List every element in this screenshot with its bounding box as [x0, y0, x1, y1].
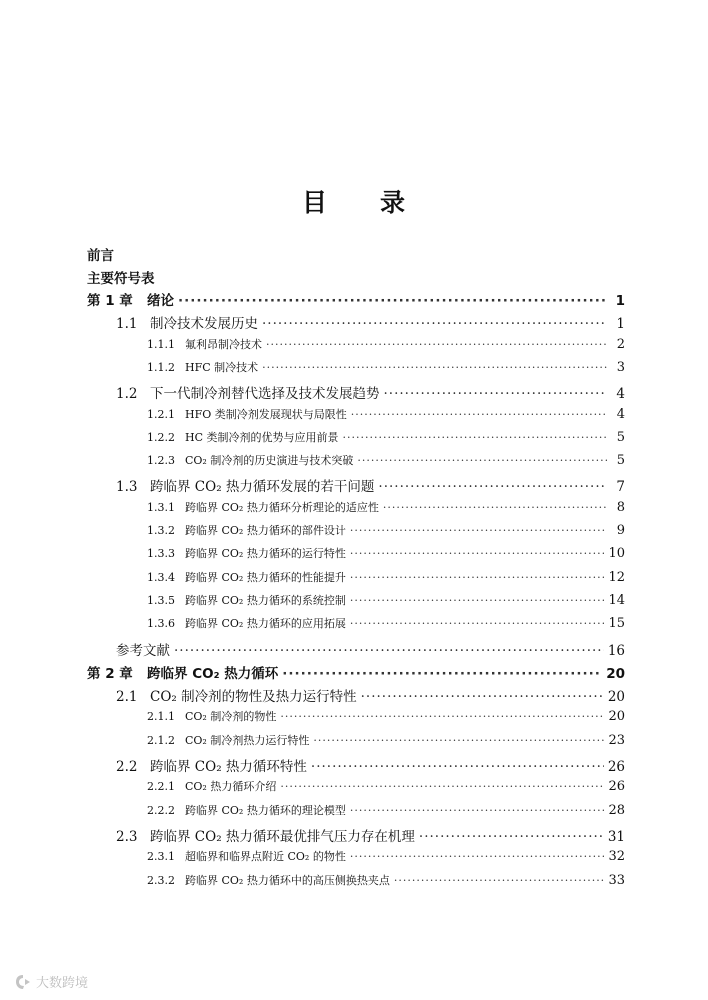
- toc-entry-title: CO₂ 制冷剂的物性及热力运行特性: [150, 689, 357, 706]
- toc-entry-title: 跨临界 CO₂ 热力循环发展的若干问题: [150, 479, 375, 496]
- toc-entry[interactable]: [116, 825, 625, 845]
- toc-entry[interactable]: [147, 522, 625, 538]
- toc-leader-dots: [394, 874, 605, 887]
- toc-entry[interactable]: [147, 615, 625, 631]
- toc-entry-page: 5: [616, 453, 625, 469]
- toc-leader-dots: [383, 501, 607, 514]
- toc-entry[interactable]: [147, 452, 625, 468]
- toc-entry-number: 2.2: [116, 759, 138, 775]
- toc-entry-title: 制冷技术发展历史: [150, 316, 258, 333]
- toc-entry-title: 跨临界 CO₂ 热力循环的性能提升: [185, 570, 346, 584]
- toc-entry-page: 4: [616, 386, 625, 403]
- toc-entry-title: 跨临界 CO₂ 热力循环最优排气压力存在机理: [150, 828, 415, 845]
- toc-entry[interactable]: [147, 848, 625, 864]
- toc-entry-page: 2: [616, 336, 625, 352]
- toc-entry-page: 10: [608, 546, 625, 562]
- toc-entry-page: 26: [607, 759, 625, 775]
- toc-entry-number: 2.2.2: [147, 803, 175, 817]
- toc-entry-title: 跨临界 CO₂ 热力循环的系统控制: [185, 593, 346, 607]
- toc-entry[interactable]: [147, 569, 625, 585]
- toc-entry[interactable]: [147, 778, 625, 794]
- toc-entry-page: 14: [608, 592, 625, 608]
- toc-entry-page: 3: [616, 359, 625, 375]
- toc-entry-number: 1.2.1: [147, 407, 175, 421]
- toc-entry-number: 第 2 章: [87, 665, 133, 682]
- toc-entry[interactable]: [116, 639, 625, 659]
- toc-entry[interactable]: [147, 872, 625, 888]
- toc-entry-title: 跨临界 CO₂ 热力循环特性: [150, 759, 307, 775]
- toc-entry-title: 跨临界 CO₂ 热力循环中的高压侧换热夹点: [185, 873, 390, 887]
- toc-leader-dots: [350, 617, 605, 630]
- toc-entry[interactable]: [147, 429, 625, 445]
- toc-entry-title: 超临界和临界点附近 CO₂ 的物性: [185, 850, 346, 864]
- toc-entry[interactable]: [147, 592, 625, 608]
- toc-entry-number: 1.3.5: [147, 593, 175, 607]
- toc-entry-page: 8: [616, 499, 625, 515]
- toc-entry-number: 2.3: [116, 828, 138, 845]
- toc-leader-dots: [378, 479, 607, 495]
- toc-entry-page: 16: [607, 642, 625, 659]
- toc-entry-page: 12: [608, 569, 625, 585]
- toc-entry-title: 跨临界 CO₂ 热力循环的运行特性: [185, 547, 346, 561]
- toc-entry[interactable]: [87, 289, 625, 309]
- toc-entry[interactable]: [147, 406, 625, 422]
- toc-leader-dots: [282, 666, 602, 682]
- toc-entry[interactable]: [147, 802, 625, 818]
- toc-entry-title: CO₂ 制冷剂热力运行特性: [185, 733, 310, 747]
- toc-entry-number: 1.1.1: [147, 337, 175, 351]
- toc-entry-number: 2.3.2: [147, 873, 175, 887]
- toc-entry-page: 31: [607, 828, 625, 845]
- toc-entry-page: 15: [608, 616, 625, 632]
- toc-entry-number: 1.3.1: [147, 500, 175, 514]
- toc-leader-dots: [313, 734, 604, 747]
- toc-leader-dots: [266, 338, 607, 351]
- toc-entry-number: 2.1.1: [147, 710, 175, 724]
- toc-entry-title: CO₂ 制冷剂的物性: [185, 710, 277, 724]
- toc-entry[interactable]: [116, 312, 625, 332]
- toc-leader-dots: [280, 780, 604, 793]
- title-char-1: 目: [301, 188, 328, 217]
- toc-leader-dots: [280, 710, 604, 723]
- toc-entry-number: 1.3.2: [147, 524, 175, 537]
- toc-leader-dots: [351, 408, 607, 421]
- toc-leader-dots: [178, 293, 607, 309]
- toc-leader-dots: [350, 571, 605, 584]
- toc-entry-number: 第 1 章: [87, 293, 133, 309]
- toc-entry-page: 1: [616, 316, 625, 333]
- toc-entry-title: 参考文献: [116, 642, 170, 659]
- toc-entry-page: 32: [608, 849, 625, 865]
- watermark-text: 大数跨境: [36, 976, 89, 991]
- toc-entry-page: 7: [616, 479, 625, 496]
- toc-entry-page: 20: [608, 709, 625, 725]
- toc-entry[interactable]: [147, 499, 625, 515]
- toc-entry[interactable]: [147, 359, 625, 375]
- toc-leader-dots: [350, 804, 605, 817]
- toc-leader-dots: [384, 386, 608, 402]
- toc-entry-title: 绪论: [147, 293, 174, 309]
- toc-entry[interactable]: [147, 732, 625, 748]
- title-char-2: 录: [380, 188, 407, 217]
- toc-entry-title: HFO 类制冷剂发展现状与局限性: [185, 407, 347, 421]
- toc-entry[interactable]: [116, 475, 625, 495]
- toc-entry[interactable]: [147, 708, 625, 724]
- toc-entry[interactable]: [116, 685, 625, 705]
- toc-entry-page: 5: [616, 429, 625, 445]
- toc-entry-title: 跨临界 CO₂ 热力循环分析理论的适应性: [185, 500, 379, 514]
- toc-entry-page: 1: [615, 293, 625, 309]
- toc-entry-title: 跨临界 CO₂ 热力循环的部件设计: [185, 524, 346, 537]
- watermark: [14, 972, 88, 991]
- watermark-logo-icon: [14, 973, 32, 991]
- toc-entry-number: 1.1: [116, 316, 138, 333]
- toc-entry-title: 跨临界 CO₂ 热力循环: [147, 665, 279, 682]
- toc-leader-dots: [350, 594, 605, 607]
- toc-leader-dots: [350, 547, 605, 560]
- toc-entry-title: HC 类制冷剂的优势与应用前景: [185, 430, 339, 444]
- toc-entry-page: 4: [616, 406, 625, 422]
- toc-entry-number: 1.1.2: [147, 360, 175, 374]
- toc-leader-dots: [419, 829, 604, 845]
- toc-entry[interactable]: [147, 336, 625, 352]
- toc-entry-title: HFC 制冷技术: [185, 360, 259, 374]
- toc-entry-number: 1.3.3: [147, 547, 175, 561]
- toc-entry-number: 1.2.2: [147, 430, 175, 444]
- toc-entry-page: 28: [608, 802, 625, 818]
- toc-entry-number: 2.2.1: [147, 780, 175, 794]
- toc-entry-page: 9: [616, 523, 625, 538]
- toc-entry-number: 2.1.2: [147, 733, 175, 747]
- toc-entry-number: 2.1: [116, 689, 138, 706]
- toc-entry-page: 26: [608, 779, 625, 795]
- toc-leader-dots: [174, 643, 604, 659]
- toc-entry-page: 20: [607, 689, 625, 706]
- toc-leader-dots: [262, 361, 607, 374]
- toc-leader-dots: [343, 431, 607, 444]
- toc-entry-number: 1.2: [116, 386, 138, 403]
- toc-entry-title: 下一代制冷剂替代选择及技术发展趋势: [150, 386, 380, 403]
- toc-entry-title: CO₂ 热力循环介绍: [185, 780, 277, 794]
- toc-leader-dots: [350, 524, 607, 537]
- toc-entry-number: 2.3.1: [147, 850, 175, 864]
- toc-leader-dots: [311, 759, 604, 775]
- toc-entry[interactable]: [87, 662, 625, 682]
- toc-leader-dots: [357, 454, 607, 467]
- toc-entry[interactable]: [147, 545, 625, 561]
- toc-entry[interactable]: [116, 755, 625, 775]
- toc-preface[interactable]: 前言: [87, 248, 114, 264]
- toc-entry[interactable]: [116, 382, 625, 402]
- toc-entry-number: 1.3.6: [147, 617, 175, 631]
- page-title: [0, 183, 708, 219]
- toc-symbols[interactable]: 主要符号表: [87, 271, 155, 287]
- toc-entry-title: 跨临界 CO₂ 热力循环的应用拓展: [185, 617, 346, 631]
- toc-leader-dots: [262, 316, 607, 332]
- toc-entry-title: 跨临界 CO₂ 热力循环的理论模型: [185, 803, 346, 817]
- toc-entry-page: 20: [606, 665, 625, 682]
- toc-leader-dots: [350, 850, 605, 863]
- toc-leader-dots: [361, 689, 604, 705]
- toc-entry-number: 1.2.3: [147, 454, 175, 468]
- toc-entry-number: 1.3: [116, 479, 138, 496]
- toc-entry-number: 1.3.4: [147, 570, 175, 584]
- toc-entry-title: CO₂ 制冷剂的历史演进与技术突破: [185, 454, 354, 468]
- toc-entry-title: 氟利昂制冷技术: [185, 337, 262, 351]
- toc-entry-page: 33: [608, 872, 625, 888]
- toc-entry-page: 23: [608, 732, 625, 748]
